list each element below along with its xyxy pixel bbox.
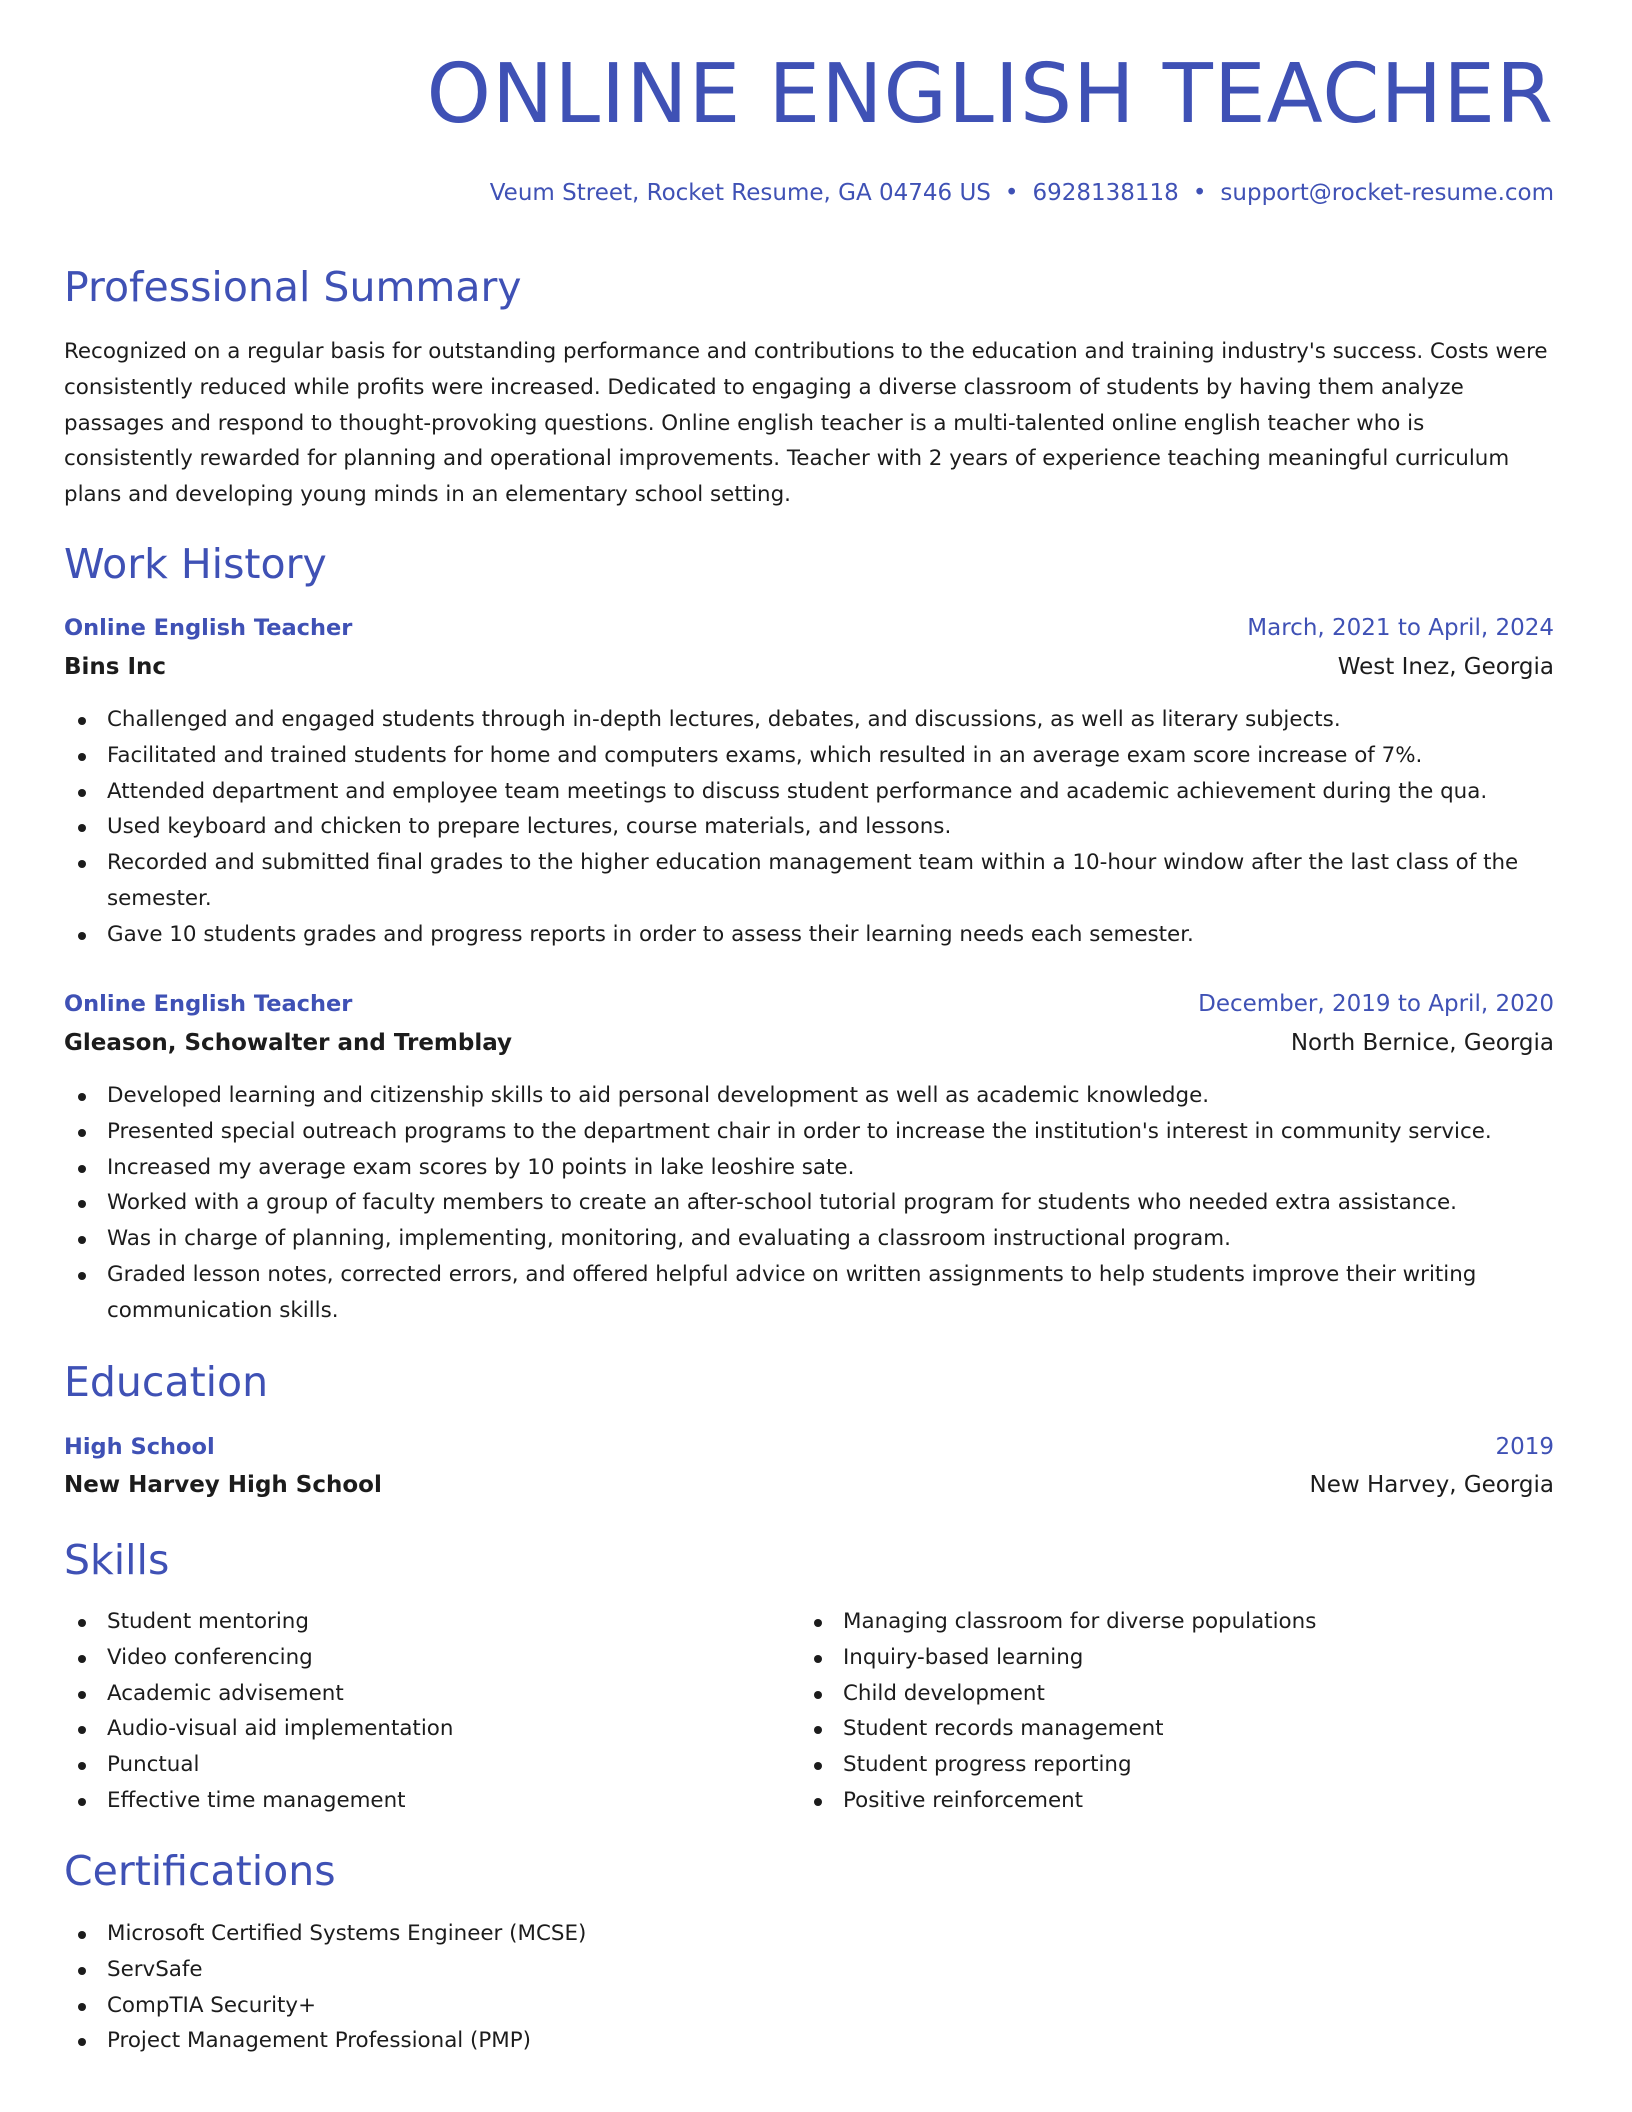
education-subheader	[64, 1474, 1554, 1504]
certification-item: Microsoft Certified Systems Engineer (MCSE)	[64, 1916, 1544, 1952]
education-location: New Harvey, Georgia	[1309, 1472, 1554, 1498]
job-bullet-list	[64, 702, 1544, 953]
skill-item: Punctual	[64, 1747, 784, 1783]
list-item: Facilitated and trained students for home and computers exams, which resulted in an average exam score increase of 7%.	[64, 738, 1544, 774]
certifications-list	[64, 1916, 1544, 2059]
job-company: Gleason, Schowalter and Tremblay	[64, 1030, 513, 1056]
list-item: Gave 10 students grades and progress reports in order to assess their learning needs each semester.	[64, 917, 1544, 953]
contact-line	[490, 182, 1554, 205]
skill-item: Video conferencing	[64, 1640, 784, 1676]
job-location: West Inez, Georgia	[1337, 654, 1554, 680]
section-title-certifications: Certifications	[64, 1847, 336, 1895]
section-title-education: Education	[64, 1358, 269, 1406]
list-item: Presented special outreach programs to the department chair in order to increase the institution's interest in community service.	[64, 1114, 1544, 1150]
skills-list-right	[800, 1604, 1520, 1819]
skill-item: Child development	[800, 1676, 1520, 1712]
list-item: Worked with a group of faculty members to create an after-school tutorial program for students who needed extra assistance.	[64, 1185, 1544, 1221]
education-school: New Harvey High School	[64, 1472, 382, 1498]
skill-item: Audio-visual aid implementation	[64, 1711, 784, 1747]
contact-separator: •	[1192, 180, 1207, 206]
contact-email: support@rocket-resume.com	[1220, 180, 1554, 206]
skill-item: Effective time management	[64, 1783, 784, 1819]
certification-item: Project Management Professional (PMP)	[64, 2023, 1544, 2059]
skill-item: Inquiry-based learning	[800, 1640, 1520, 1676]
list-item: Developed learning and citizenship skills to aid personal development as well as academic knowledge.	[64, 1078, 1544, 1114]
skill-item: Student progress reporting	[800, 1747, 1520, 1783]
job-role: Online English Teacher	[64, 615, 353, 641]
contact-separator: •	[1004, 180, 1019, 206]
contact-address: Veum Street, Rocket Resume, GA 04746 US	[489, 180, 991, 206]
resume-title: ONLINE ENGLISH TEACHER	[426, 47, 1554, 142]
list-item: Recorded and submitted final grades to the higher education management team within a 10-hour window after the last class of the semester.	[64, 845, 1544, 917]
job-company: Bins Inc	[64, 654, 167, 680]
job-bullet-list	[64, 1078, 1544, 1329]
skill-item: Student mentoring	[64, 1604, 784, 1640]
list-item: Challenged and engaged students through in-depth lectures, debates, and discussions, as well as literary subjects.	[64, 702, 1544, 738]
job-subheader	[64, 1032, 1554, 1062]
list-item: Used keyboard and chicken to prepare lectures, course materials, and lessons.	[64, 809, 1544, 845]
job-location: North Bernice, Georgia	[1290, 1030, 1554, 1056]
education-header	[64, 1436, 1554, 1466]
contact-phone: 6928138118	[1032, 180, 1179, 206]
skill-item: Positive reinforcement	[800, 1783, 1520, 1819]
summary-text: Recognized on a regular basis for outstanding performance and contributions to the education and training industry's success. Costs were consistently reduced while profits were increased. Dedicated to engaging a diverse classroom of students by having them analyze passages and respond to thought-provoking questions. Online english teacher is a multi-talented online english teacher who is consistently rewarded for planning and operational improvements. Teacher with 2 years of experience teaching meaningful curriculum plans and developing young minds in an elementary school setting.	[64, 339, 1548, 508]
list-item: Was in charge of planning, implementing, monitoring, and evaluating a classroom instructional program.	[64, 1221, 1544, 1257]
certification-item: CompTIA Security+	[64, 1988, 1544, 2024]
section-title-skills: Skills	[64, 1536, 170, 1584]
certification-item: ServSafe	[64, 1952, 1544, 1988]
section-title-summary: Professional Summary	[64, 263, 522, 311]
section-title-work-history: Work History	[64, 540, 327, 588]
list-item: Increased my average exam scores by 10 points in lake leoshire sate.	[64, 1150, 1544, 1186]
skill-item: Academic advisement	[64, 1676, 784, 1712]
job-header	[64, 617, 1554, 647]
education-year: 2019	[1495, 1434, 1554, 1460]
job-role: Online English Teacher	[64, 991, 353, 1017]
job-subheader	[64, 656, 1554, 686]
skill-item: Managing classroom for diverse populations	[800, 1604, 1520, 1640]
skill-item: Student records management	[800, 1711, 1520, 1747]
job-header	[64, 993, 1554, 1023]
list-item: Attended department and employee team meetings to discuss student performance and academic achievement during the qua.	[64, 774, 1544, 810]
skills-list-left	[64, 1604, 784, 1819]
education-degree: High School	[64, 1434, 215, 1460]
job-dates: March, 2021 to April, 2024	[1247, 615, 1554, 641]
list-item: Graded lesson notes, corrected errors, and offered helpful advice on written assignments to help students improve their writing communication skills.	[64, 1257, 1544, 1329]
job-dates: December, 2019 to April, 2020	[1198, 991, 1554, 1017]
